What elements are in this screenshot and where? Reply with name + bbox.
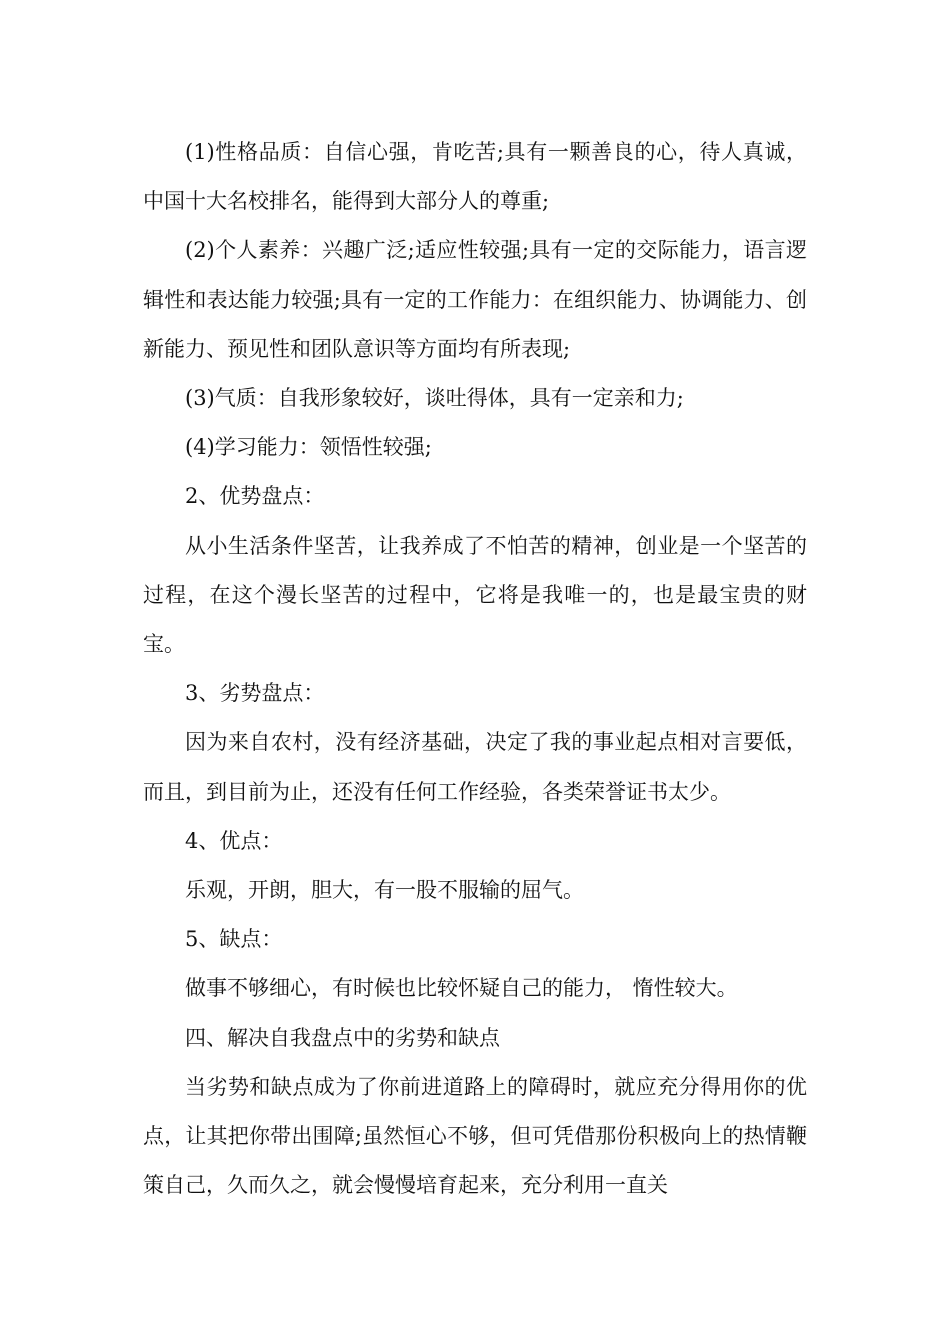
paragraph-temperament: (3)气质：自我形象较好，谈吐得体，具有一定亲和力;	[185, 386, 684, 411]
document-body	[143, 128, 814, 1210]
paragraph-merits: 乐观，开朗，胆大，有一股不服输的屈气。	[185, 878, 584, 903]
paragraph-personal-quality: (2)个人素养：兴趣广泛;适应性较强;具有一定的交际能力，语言逻辑性和表达能力较强;具有一定的工作能力：在组织能力、协调能力、创新能力、预见性和团队意识等方面均有所表现;	[143, 238, 807, 361]
paragraph-weaknesses: 因为来自农村，没有经济基础，决定了我的事业起点相对言要低，而且，到目前为止，还没有任何工作经验，各类荣誉证书太少。	[143, 730, 807, 804]
paragraph-personality: (1)性格品质：自信心强，肯吃苦;具有一颗善良的心，待人真诚， 中国十大名校排名，能得到大部分人的尊重;	[143, 140, 814, 214]
section-heading-solutions: 四、解决自我盘点中的劣势和缺点	[185, 1025, 500, 1050]
paragraph-learning-ability: (4)学习能力：领悟性较强;	[185, 435, 432, 460]
heading-merits: 4、优点：	[185, 828, 283, 853]
heading-strengths: 2、优势盘点：	[185, 484, 325, 509]
paragraph-solutions: 当劣势和缺点成为了你前进道路上的障碍时，就应充分得用你的优点，让其把你带出围障;虽然恒心不够，但可凭借那份积极向上的热情鞭策自己，久而久之，就会慢慢培育起来，充分利用一直关	[143, 1074, 807, 1198]
heading-shortcomings: 5、缺点：	[185, 927, 283, 952]
paragraph-shortcomings: 做事不够细心，有时候也比较怀疑自己的能力， 惰性较大。	[185, 976, 738, 1001]
heading-weaknesses: 3、劣势盘点：	[185, 681, 325, 706]
paragraph-strengths: 从小生活条件坚苦，让我养成了不怕苦的精神，创业是一个坚苦的过程，在这个漫长坚苦的过程中，它将是我唯一的，也是最宝贵的财宝。	[143, 533, 807, 657]
